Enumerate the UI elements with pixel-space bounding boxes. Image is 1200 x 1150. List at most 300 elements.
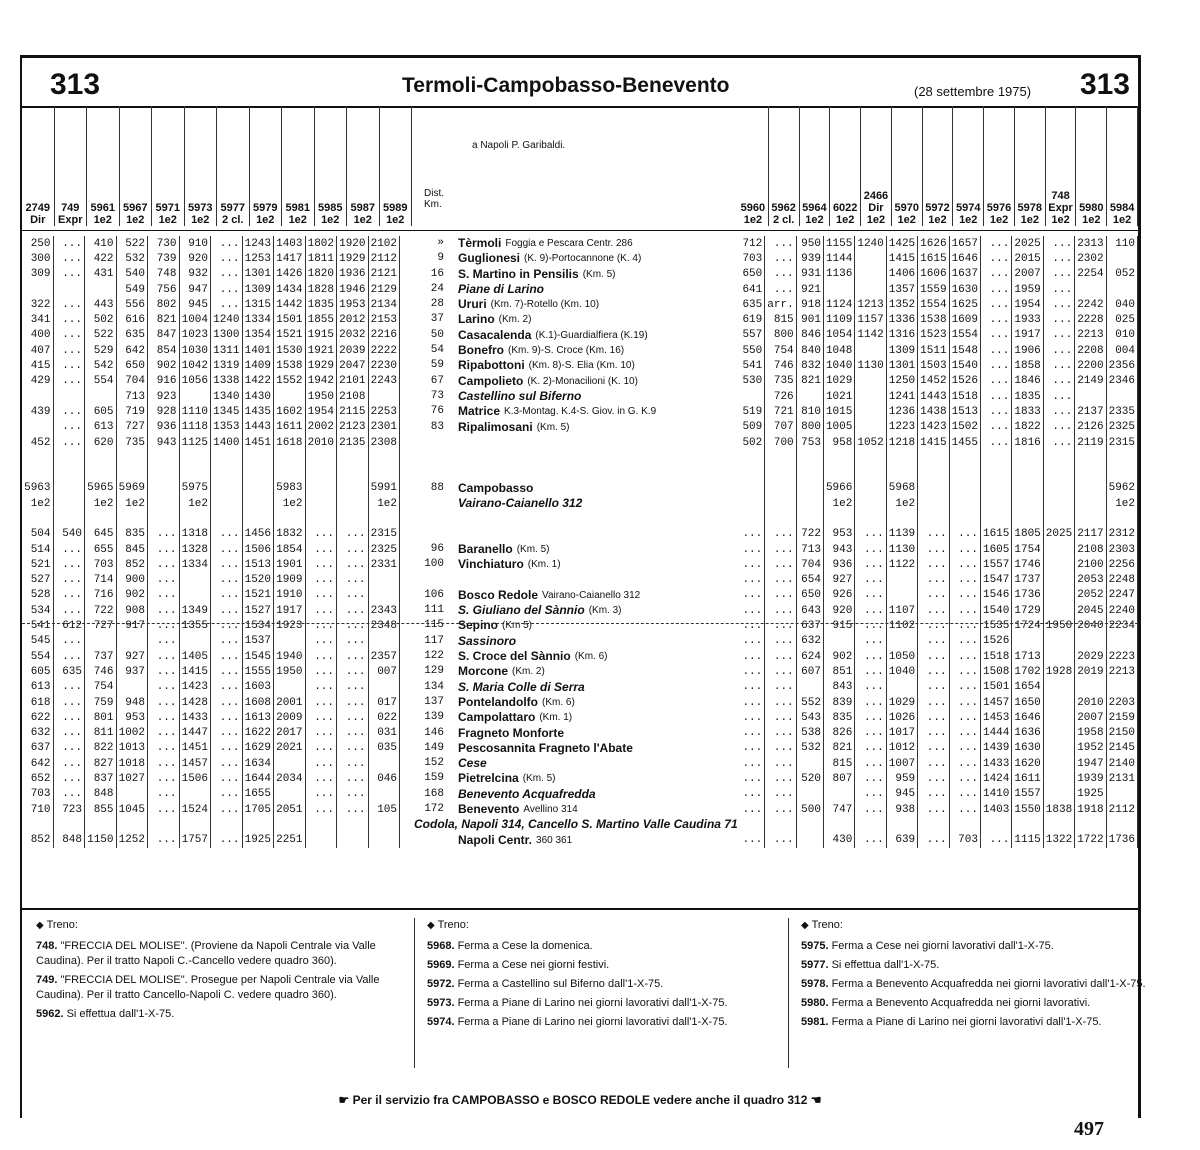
time-cell — [855, 282, 886, 297]
time-cell: 821 — [823, 741, 854, 756]
time-cell: 2007 — [1075, 710, 1106, 725]
time-cell: 521 — [22, 557, 53, 572]
time-cell — [1043, 603, 1074, 618]
train-header: 5981 1e2 — [282, 106, 315, 226]
time-cell: ... — [949, 664, 980, 679]
time-cell: 902 — [148, 358, 180, 373]
time-cell — [274, 450, 306, 465]
station-row — [400, 312, 738, 327]
station-row — [400, 649, 738, 664]
time-cell: 947 — [179, 282, 211, 297]
time-cell — [1012, 817, 1043, 832]
station-km: 76 — [430, 405, 444, 418]
time-cell: 1340 — [211, 389, 243, 404]
time-cell: 522 — [116, 236, 148, 251]
time-cell: 1540 — [949, 358, 980, 373]
table-row — [22, 802, 400, 817]
time-cell: 1e2 — [823, 496, 854, 511]
time-cell — [1043, 481, 1074, 496]
time-cell: 052 — [1106, 267, 1137, 282]
table-row — [22, 649, 400, 664]
time-cell: 1136 — [823, 267, 854, 282]
time-cell: 1300 — [211, 328, 243, 343]
time-cell: ... — [53, 404, 85, 419]
time-cell: 1622 — [242, 726, 274, 741]
station-note: (Km. 2) — [512, 666, 545, 678]
time-cell: 1608 — [242, 695, 274, 710]
time-cell: 2203 — [1106, 695, 1137, 710]
time-cell: 2129 — [368, 282, 400, 297]
time-cell: ... — [148, 710, 180, 725]
time-cell: ... — [918, 634, 949, 649]
time-cell: ... — [738, 634, 765, 649]
note-text: "FRECCIA DEL MOLISE". (Proviene da Napoli Centrale via Valle Caudina). Per il tratto Napoli C.-Cancello vedere quadro 360). — [36, 940, 376, 967]
time-cell: 801 — [85, 710, 117, 725]
time-cell: ... — [918, 695, 949, 710]
table-date: (28 settembre 1975) — [914, 84, 1032, 99]
notes-column-3: ◆ Treno: 5975. Ferma a Cese nei giorni lavorativi dall'1-X-75. 5977. Si effettua dall'1-X-75. 5978. Ferma a Benevento Acquafredda nei giorni lavorativi dall'1-X-75. 5980. Ferma a Benevento Acquafredda nei giorni lavorativi. 5981. Ferma a Piane di Larino nei giorni lavorativi dall'1-X-75. — [788, 918, 1146, 1068]
time-cell: arr. — [765, 297, 796, 312]
time-cell: 538 — [796, 726, 823, 741]
train-header: 5971 1e2 — [152, 106, 185, 226]
table-row — [22, 236, 400, 251]
time-cell — [368, 588, 400, 603]
time-cell: 1007 — [886, 756, 917, 771]
time-cell: ... — [148, 618, 180, 633]
time-cell: 5963 — [22, 481, 53, 496]
time-cell: 1423 — [918, 420, 949, 435]
train-header: 5962 2 cl. — [768, 106, 799, 226]
time-cell: 1252 — [116, 833, 148, 848]
time-cell: 522 — [85, 328, 117, 343]
time-cell: 1736 — [1012, 588, 1043, 603]
time-cell: 1423 — [179, 680, 211, 695]
time-cell: 847 — [148, 328, 180, 343]
time-cell — [796, 450, 823, 465]
time-cell: ... — [305, 527, 337, 542]
time-cell: ... — [305, 573, 337, 588]
time-cell — [368, 817, 400, 832]
station-km: 67 — [430, 374, 444, 387]
station-note: 360 361 — [536, 834, 573, 846]
time-cell — [1043, 450, 1074, 465]
time-cell: 747 — [823, 802, 854, 817]
time-cell: 632 — [796, 634, 823, 649]
time-cell: 2302 — [1075, 251, 1106, 266]
time-cell — [211, 481, 243, 496]
time-cell: ... — [980, 251, 1011, 266]
time-cell — [305, 450, 337, 465]
station-km: 54 — [430, 344, 444, 357]
time-cell: 2123 — [337, 420, 369, 435]
time-cell: ... — [337, 557, 369, 572]
time-cell — [116, 817, 148, 832]
time-cell: 937 — [116, 664, 148, 679]
time-cell: 543 — [796, 710, 823, 725]
time-cell — [337, 511, 369, 526]
time-cell: 1605 — [980, 542, 1011, 557]
time-cell: ... — [765, 710, 796, 725]
time-cell — [855, 374, 886, 389]
time-cell: 1122 — [886, 557, 917, 572]
time-cell: 1506 — [179, 771, 211, 786]
time-cell: 502 — [738, 435, 765, 450]
time-cell: 848 — [53, 833, 85, 848]
time-cell: ... — [148, 695, 180, 710]
time-cell: 953 — [823, 527, 854, 542]
time-cell: 5983 — [274, 481, 306, 496]
station-row — [400, 404, 738, 419]
note-train-number: 5973. — [427, 997, 455, 1009]
time-cell: 010 — [1106, 328, 1137, 343]
table-row — [738, 756, 1138, 771]
time-cell: 1410 — [980, 787, 1011, 802]
time-cell: 1124 — [823, 297, 854, 312]
time-cell: ... — [765, 251, 796, 266]
time-cell: ... — [949, 710, 980, 725]
time-cell: ... — [337, 710, 369, 725]
time-cell — [765, 481, 796, 496]
station-km: 111 — [424, 604, 444, 617]
time-cell: 754 — [85, 680, 117, 695]
station-name: Larino — [458, 312, 495, 327]
time-cell: 1029 — [823, 374, 854, 389]
station-km: 139 — [424, 711, 444, 724]
note-train-number: 5977. — [801, 959, 829, 971]
time-cell — [85, 389, 117, 404]
time-cell — [337, 817, 369, 832]
time-cell: 1e2 — [22, 496, 53, 511]
station-row — [400, 726, 738, 741]
time-cell: 1954 — [1012, 297, 1043, 312]
table-row — [22, 328, 400, 343]
time-cell: 735 — [116, 435, 148, 450]
time-cell: 2019 — [1075, 664, 1106, 679]
station-row — [400, 634, 738, 649]
time-cell: 1334 — [242, 312, 274, 327]
time-cell: 541 — [738, 358, 765, 373]
time-cell: 1e2 — [274, 496, 306, 511]
time-cell: 1109 — [823, 312, 854, 327]
notes-column-2: ◆ Treno: 5968. Ferma a Cese la domenica. 5969. Ferma a Cese nei giorni festivi. 5972. Ferma a Castellino sul Biferno dall'1-X-75. 5973. Ferma a Piane di Larino nei giorni lavorativi dall'1-X-75. 5974. Ferma a Piane di Larino nei giorni lavorativi dall'1-X-75. — [414, 918, 782, 1068]
time-cell: 713 — [116, 389, 148, 404]
train-header: 748 Expr 1e2 — [1045, 106, 1076, 226]
station-row — [400, 328, 738, 343]
time-cell: ... — [949, 771, 980, 786]
time-cell: 1611 — [274, 420, 306, 435]
time-cell: 1724 — [1012, 618, 1043, 633]
time-cell — [211, 465, 243, 480]
time-cell — [1043, 726, 1074, 741]
time-cell: 1433 — [980, 756, 1011, 771]
note-item — [427, 939, 782, 954]
table-row — [738, 573, 1138, 588]
time-cell: ... — [148, 573, 180, 588]
station-km: 88 — [430, 481, 444, 494]
time-cell — [1075, 389, 1106, 404]
time-cell: ... — [337, 680, 369, 695]
time-cell — [1043, 695, 1074, 710]
train-header: 5964 1e2 — [799, 106, 830, 226]
time-cell: 519 — [738, 404, 765, 419]
time-cell — [886, 465, 917, 480]
table-row — [22, 588, 400, 603]
time-cell: 1954 — [305, 404, 337, 419]
time-cell: ... — [211, 634, 243, 649]
time-cell: ... — [148, 833, 180, 848]
time-cell: ... — [337, 573, 369, 588]
time-cell — [85, 634, 117, 649]
time-cell — [796, 511, 823, 526]
time-cell: ... — [738, 557, 765, 572]
station-name: Ripalimosani — [458, 419, 533, 434]
time-cell: ... — [949, 802, 980, 817]
station-row — [400, 588, 738, 603]
time-cell: 645 — [85, 527, 117, 542]
time-cell — [918, 511, 949, 526]
station-row — [400, 695, 738, 710]
time-cell: 1406 — [886, 267, 917, 282]
time-cell — [1106, 787, 1137, 802]
train-header: 5978 1e2 — [1014, 106, 1045, 226]
note-item — [36, 939, 396, 969]
time-cell — [855, 404, 886, 419]
time-cell — [116, 511, 148, 526]
note-item — [427, 1015, 782, 1030]
time-cell — [368, 680, 400, 695]
time-cell: 1546 — [980, 588, 1011, 603]
time-cell: ... — [949, 603, 980, 618]
time-cell: 1223 — [886, 420, 917, 435]
time-cell: 1502 — [949, 420, 980, 435]
time-cell: 1854 — [274, 542, 306, 557]
time-cell: ... — [148, 787, 180, 802]
time-cell: ... — [765, 649, 796, 664]
time-cell: 549 — [116, 282, 148, 297]
time-cell: 723 — [53, 802, 85, 817]
time-cell: ... — [855, 833, 886, 848]
table-row — [738, 664, 1138, 679]
time-cell: 2029 — [1075, 649, 1106, 664]
time-cell: ... — [738, 664, 765, 679]
time-cell — [1043, 634, 1074, 649]
time-cell: 430 — [823, 833, 854, 848]
time-cell: 557 — [738, 328, 765, 343]
time-cell: 654 — [796, 573, 823, 588]
time-cell — [738, 389, 765, 404]
time-cell: 800 — [796, 420, 823, 435]
station-km: 28 — [430, 298, 444, 311]
station-name: Piane di Larino — [458, 281, 545, 296]
time-cell: 2247 — [1106, 588, 1137, 603]
station-km: 37 — [430, 313, 444, 326]
time-cell: 643 — [796, 603, 823, 618]
time-cell: ... — [765, 771, 796, 786]
train-header: 2749 Dir — [22, 106, 54, 226]
time-cell: 855 — [85, 802, 117, 817]
time-cell: 1506 — [242, 542, 274, 557]
time-cell: 2242 — [1075, 297, 1106, 312]
time-cell — [738, 496, 765, 511]
table-row — [22, 527, 400, 542]
time-cell — [918, 465, 949, 480]
time-cell: 2308 — [368, 435, 400, 450]
time-cell: ... — [211, 251, 243, 266]
time-cell: 004 — [1106, 343, 1137, 358]
time-cell — [1043, 496, 1074, 511]
table-row — [22, 618, 400, 633]
time-cell: 2047 — [337, 358, 369, 373]
time-cell: 1316 — [886, 328, 917, 343]
table-row — [738, 465, 1138, 480]
time-cell — [823, 511, 854, 526]
train-header: 2466 Dir 1e2 — [861, 106, 892, 226]
time-cell: 1357 — [886, 282, 917, 297]
time-cell: ... — [980, 833, 1011, 848]
time-cell — [305, 511, 337, 526]
time-cell: 1142 — [855, 328, 886, 343]
time-cell: 1602 — [274, 404, 306, 419]
time-cell — [796, 496, 823, 511]
time-cell — [918, 817, 949, 832]
time-cell: 945 — [179, 297, 211, 312]
table-number-left: 313 — [50, 68, 101, 101]
time-cell: 1048 — [823, 343, 854, 358]
time-cell — [242, 465, 274, 480]
time-cell: 1309 — [242, 282, 274, 297]
time-cell: 1555 — [242, 664, 274, 679]
time-cell: 1400 — [211, 435, 243, 450]
time-cell: ... — [53, 557, 85, 572]
train-header: 5977 2 cl. — [217, 106, 250, 226]
time-cell: ... — [765, 756, 796, 771]
time-cell: ... — [53, 420, 85, 435]
time-cell: ... — [949, 557, 980, 572]
time-cell: 635 — [738, 297, 765, 312]
station-row — [400, 833, 738, 848]
time-cell: 845 — [116, 542, 148, 557]
time-cell: 1118 — [179, 420, 211, 435]
time-cell: 2234 — [1106, 618, 1137, 633]
time-cell — [949, 450, 980, 465]
time-cell: 642 — [22, 756, 53, 771]
time-cell: ... — [211, 726, 243, 741]
note-train-number: 5980. — [801, 997, 829, 1009]
time-cell: ... — [765, 236, 796, 251]
time-cell: ... — [53, 771, 85, 786]
time-cell: 504 — [22, 527, 53, 542]
station-km: 96 — [430, 542, 444, 555]
station-row — [400, 802, 738, 817]
time-cell: 839 — [823, 695, 854, 710]
time-cell: 341 — [22, 312, 53, 327]
time-cell: 1428 — [179, 695, 211, 710]
station-name: Cese — [458, 756, 487, 771]
time-cell: 5966 — [823, 481, 854, 496]
note-item — [427, 996, 782, 1011]
time-cell — [1043, 465, 1074, 480]
time-cell: 1435 — [242, 404, 274, 419]
station-name: Guglionesi — [458, 251, 521, 266]
time-cell: 1736 — [1106, 833, 1137, 848]
time-cell: ... — [918, 756, 949, 771]
table-row — [738, 435, 1138, 450]
time-cell: 1040 — [886, 664, 917, 679]
time-cell — [855, 389, 886, 404]
note-text: Ferma a Cese la domenica. — [454, 940, 593, 952]
time-cell: ... — [53, 343, 85, 358]
time-cell: 1115 — [1012, 833, 1043, 848]
station-km: 9 — [437, 252, 444, 265]
time-cell: 810 — [796, 404, 823, 419]
time-cell: 1023 — [179, 328, 211, 343]
time-cell: ... — [148, 756, 180, 771]
station-km — [400, 511, 458, 526]
time-cell: ... — [305, 695, 337, 710]
time-cell: 1e2 — [85, 496, 117, 511]
time-cell: 815 — [765, 312, 796, 327]
time-cell: 1442 — [274, 297, 306, 312]
train-header: 5960 1e2 — [738, 106, 768, 226]
time-cell — [980, 465, 1011, 480]
time-cell — [949, 817, 980, 832]
time-cell: ... — [855, 649, 886, 664]
station-km — [400, 527, 458, 542]
time-cell: ... — [980, 420, 1011, 435]
note-text: Ferma a Piane di Larino nei giorni lavorativi dall'1-X-75. — [828, 1016, 1102, 1028]
time-cell: 1606 — [918, 267, 949, 282]
time-cell: 5991 — [368, 481, 400, 496]
time-cell: 1501 — [980, 680, 1011, 695]
time-cell: ... — [305, 634, 337, 649]
time-cell: ... — [1043, 389, 1074, 404]
time-cell: 1415 — [918, 435, 949, 450]
time-cell — [337, 465, 369, 480]
time-cell: 730 — [148, 236, 180, 251]
time-cell: 1820 — [305, 267, 337, 282]
station-note: Avellino 314 — [523, 803, 578, 815]
time-cell: 921 — [796, 282, 823, 297]
time-cell: ... — [53, 374, 85, 389]
time-cell: 1513 — [949, 404, 980, 419]
time-cell: ... — [765, 603, 796, 618]
time-cell: 607 — [796, 664, 823, 679]
station-name: Bosco Redole — [458, 587, 539, 602]
time-cell: 835 — [116, 527, 148, 542]
note-item — [801, 977, 1146, 992]
time-cell: 635 — [53, 664, 85, 679]
time-cell: ... — [949, 741, 980, 756]
time-cell: 1630 — [1012, 741, 1043, 756]
time-cell: 716 — [85, 588, 117, 603]
time-cell — [1075, 450, 1106, 465]
note-text: Ferma a Castellino sul Biferno dall'1-X-75. — [454, 978, 664, 990]
time-cell: 2025 — [1043, 527, 1074, 542]
station-name: Napoli Centr. — [458, 832, 533, 847]
time-cell: ... — [211, 741, 243, 756]
time-cell — [211, 450, 243, 465]
station-name: Bonefro — [458, 343, 504, 358]
time-cell: 1157 — [855, 312, 886, 327]
time-cell — [148, 496, 180, 511]
time-cell — [148, 511, 180, 526]
time-cell: ... — [305, 741, 337, 756]
table-row — [22, 297, 400, 312]
table-row — [22, 726, 400, 741]
time-cell: 2315 — [1106, 435, 1137, 450]
time-cell: 945 — [886, 787, 917, 802]
time-cell: 2025 — [1012, 236, 1043, 251]
